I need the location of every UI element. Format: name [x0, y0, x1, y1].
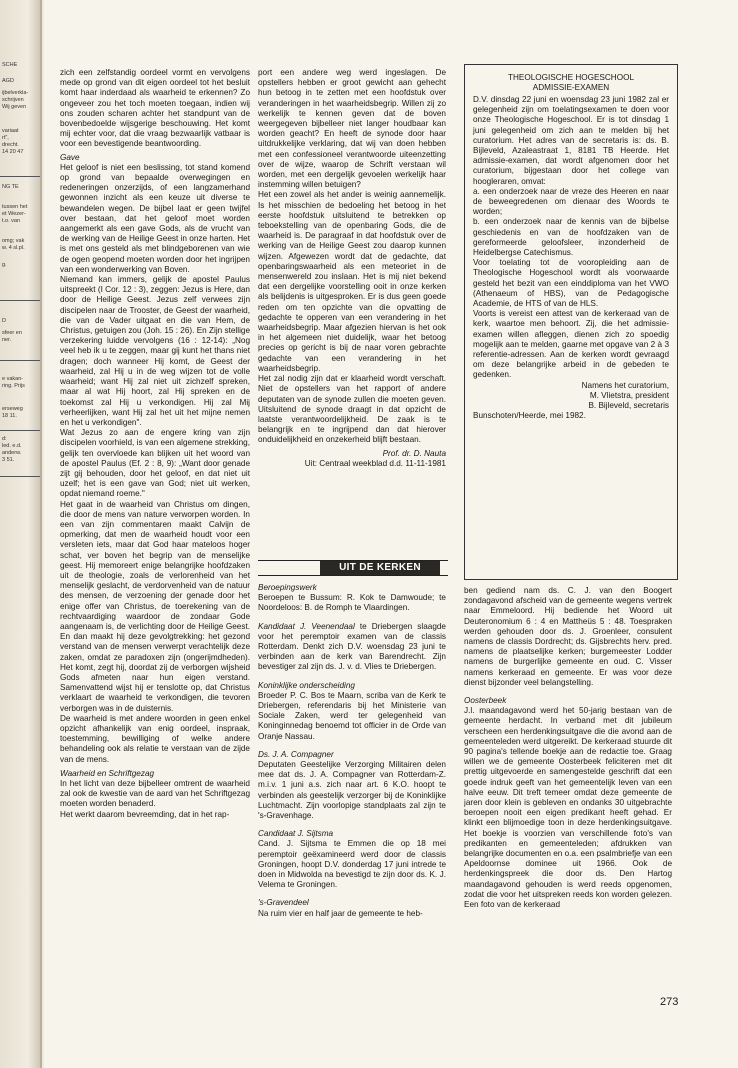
gutter-text: ijbelverkla- schrijven Wij geven	[2, 90, 29, 110]
notice-title: THEOLOGISCHE HOGESCHOOL ADMISSIE-EXAMEN	[507, 73, 635, 92]
gutter-text: sfeer en ner.	[2, 330, 22, 343]
gutter-text: g.	[2, 262, 7, 268]
paragraph: port een andere weg werd ingeslagen. De opstellers hebben er groot gewicht aan gehecht hun betoog in te zetten met een hoofdstuk over veranderingen in het waarheidsbegrip. Willen zij zo werkelijk te kennen geven dat de boven weergegeven bijbelleer niet langer houdbaar kan worden geacht? En heeft de synode door haar uitdrukkelijke verklaring, dat wij van doen hebben met een confessioneel verantwoorde uiteenzetting over de wijze, waarop de Schrift verstaan wil worden, met een dergelijk gevoelen werkelijk haar instemming willen betuigen?	[258, 68, 446, 190]
gutter-text: tussen het et Wezer- t.o. van	[2, 204, 28, 224]
article-source: Uit: Centraal weekblad d.d. 11-11-1981	[304, 458, 446, 468]
gutter-left-page	[0, 0, 42, 1068]
news-text: te Driebergen slaagde voor het peremptoir examen van de classis Rotterdam. Denkt zich D.V. woensdag 23 juni te verbinden aan de kerk van Barendrecht. Zijn bevestiger zal zijn ds. J. v. d. Vlies te Driebergen.	[258, 621, 446, 672]
church-news-column	[258, 580, 446, 980]
paragraph: De waarheid is met andere woorden in geen enkel opzicht afhankelijk van enig oordeel, inspraak, toestemming, bewilliging of welke andere behandeling ook als relatie te verstaan van de zijde van de mens.	[60, 713, 250, 764]
news-heading: Candidaat J. Sijtsma	[258, 829, 334, 839]
gutter-rule	[0, 176, 40, 177]
paragraph: Niemand kan immers, gelijk de apostel Paulus uitspreekt (I Cor. 12 : 3), zeggen: Jezus is Here, dan door de Heilige Geest. Jezus zelf verwees zijn discipelen naar de Trooster, de Geest der waarheid, die van de Vader uitgaat en die van Hem, de Christus, getuigen zou (Joh. 15 : 26). En Zijn stellige verzekering luidde vervolgens (16 : 12-14): „Nog veel heb ik u te zeggen, maar gij kunt het thans niet dragen; doch wanneer Hij komt, de Geest der waarheid, zal Hij u in de weg wijzen tot de volle waarheid; want Hij zal niet uit zichzelf spreken, maar al wat Hij hoort, zal Hij spreken en de toekomst zal Hij u verkondigen. Hij zal Mij verheerlijken, want Hij zal het uit het mijne nemen en het u verkondigen".	[60, 275, 250, 427]
paragraph: In het licht van deze bijbelleer omtrent de waarheid zal ook de kwestie van de aard van het Schriftgezag moeten worden benaderd.	[60, 779, 250, 809]
paragraph: ben gediend nam ds. C. J. van den Boogert zondagavond afscheid van de gemeente wegens vertrek naar Emmeloord. Hij bediende het Woord uit Deuteronomium 6 : 4 en Mattheüs 5 : 48. Toespraken werden gehouden door ds. J. Groenleer, consulent namens de classis Dordrecht; ds. Gijsbrechts herv. pred. namens de plaatselijke kerken; burgemeester Lodder namens de burgerlijke gemeente en oud. C. Visser namens kerkeraad en gemeente. Er was voor deze dienst bijzonder veel belangstelling.	[464, 586, 672, 687]
church-news-column-right	[464, 586, 672, 976]
paragraph: Het werkt daarom bevreemding, dat in het rap-	[60, 809, 230, 819]
news-heading: Kandidaat J. Veenendaal	[258, 621, 355, 631]
news-heading: 's-Gravendeel	[258, 898, 309, 908]
gutter-text: erseweg 18 11.	[2, 406, 23, 419]
subheading-gave: Gave	[60, 152, 80, 162]
article-column-1	[60, 68, 250, 928]
news-text: Beroepen te Bussum: R. Kok te Damwoude; te Noordeloos: B. de Romph te Vlaardingen.	[258, 593, 446, 613]
news-text: Cand. J. Sijtsma te Emmen die op 18 mei peremptoir geëxamineerd werd door de classis Groningen, hoopt D.V. donderdag 17 juni intrede te doen in Midwolda na bevestigd te zijn door ds. K. J. Velema te Groningen.	[258, 839, 446, 890]
paragraph: b. een onderzoek naar de kennis van de bijbelse geschiedenis en van de hoofdzaken van de gereformeerde geloofsleer, inzonderheid de Heidelbergse Catechismus.	[473, 217, 669, 258]
paragraph: Voorts is vereist een attest van de kerkeraad van de kerk, waartoe men behoort. Zij, die het admissie-examen willen afleggen, dienen zich zo spoedig mogelijk aan te melden, gaarne met opgave van 2 à 3 referentie-adressen. Aan de kerken wordt gevraagd om deze belangrijke arbeid in de gebeden te gedenken.	[473, 309, 669, 380]
section-bar	[258, 560, 448, 576]
news-item	[258, 622, 446, 673]
news-text: Na ruim vier en half jaar de gemeente te heb-	[258, 908, 423, 918]
page-number: 273	[660, 996, 679, 1008]
gutter-text: omg; vak w. 4 sl.pl.	[2, 238, 25, 251]
paragraph: Het zal nodig zijn dat er klaarheid wordt verschaft. Niet de opstellers van het rapport of andere deputaten van de synode zullen die moeten geven. Uitsluitend de synode draagt in dat opzicht de laatste verantwoordelijkheid. De zaak is te belangrijk en te ingrijpend dan dat hierover onduidelijkheid en onzekerheid blijft bestaan.	[258, 374, 446, 445]
paragraph: zich een zelfstandig oordeel vormt en vervolgens mede op grond van dit eigen oordeel tot het besluit komt haar inderdaad als waarheid te erkennen? Zo ongeveer zou het toch moeten toegaan, indien wij ons zouden scharen achter het standpunt van de bovenbedoelde wijsgerige beschouwing. Het komt mij echter voor, dat die vraag bezwaarlijk vatbaar is voor een bevestigende beantwoording.	[60, 68, 250, 149]
gutter-text: SCHE	[2, 62, 18, 68]
admission-exam-notice	[464, 64, 678, 580]
paragraph: a. een onderzoek naar de vreze des Heeren en naar de beweegredenen om dienaar des Woords te worden;	[473, 186, 669, 217]
notice-place-date: Bunschoten/Heerde, mei 1982.	[473, 411, 586, 421]
news-text: Deputaten Geestelijke Verzorging Militairen delen mee dat ds. J. A. Compagner van Rotterdam-Z. m.i.v. 1 juni a.s. zich naar art. 6 K.O. hoopt te verbinden als geestelijk verzorger bij de Koninklijke Luchtmacht. Zijn voorlopige standplaats zal zijn te 's-Gravenhage.	[258, 760, 446, 821]
notice-body	[473, 95, 669, 422]
news-text: Broeder P. C. Bos te Maarn, scriba van de Kerk te Driebergen, referendaris bij het Ministerie van Sociale Zaken, werd ter gelegenheid van Koninginnedag benoemd tot officier in de Orde van Oranje Nassau.	[258, 690, 446, 741]
notice-signoff: B. Bijleveld, secretaris	[588, 401, 669, 411]
news-heading: Beroepingswerk	[258, 583, 317, 592]
gutter-rule	[0, 360, 40, 361]
paragraph: J.l. maandagavond werd het 50-jarig bestaan van de gemeente herdacht. In verband met dit jubileum verscheen een herdenkingsuitgave die die avond aan de gemeenteleden werd uitgereikt. De kerkeraad stuurde dit 90 pagina's tellende boekje aan de redactie toe. Graag willen we de gemeente Oosterbeek feliciteren met dit prettig uitgevoerde en samengestelde geschrift dat een goede indruk geeft van het gemeentelijk leven van een halve eeuw. Dit treft temeer omdat deze gemeente de jaren door klein is gebleven en ondanks 30 uitgebrachte beroepen nooit een eigen predikant heeft gehad. Er klinkt een blijmoedige toon in deze herdenkingsuitgave. Het boekje is voorzien van verschillende foto's van predikanten en gemeenteleden; afdrukken van belangrijke documenten en o.a. een psalmbriefje van een Apeldoornse dominee uit 1966. Ook de herdenkingspreek die door ds. Den Hartog maandagavond gehouden is werd reeds opgenomen, zodat die voor het uitspreken reeds kon worden gelezen. Een foto van de kerkeraad	[464, 706, 672, 910]
gutter-text: D	[2, 318, 6, 324]
paragraph: D.V. dinsdag 22 juni en woensdag 23 juni 1982 zal er gelegenheid zijn om toelatingsexamen te doen voor onze Theologische Hogeschool. Er is tot dinsdag 1 juni gelegenheid om zich aan te melden bij het curatorium. Het adres van de secretaris is: ds. B. Bijleveld, Azaleastraat 1, 8181 TB Heerde. Het admissie-examen, dat wordt afgenomen door het curatorium, bijgestaan door het college van hoogleraren, omvat:	[473, 95, 669, 186]
magazine-page	[44, 0, 738, 1068]
news-heading: Oosterbeek	[464, 696, 507, 706]
gutter-text: variaat rt", drecht. 14 20 47	[2, 128, 24, 155]
notice-signoff: M. Vlietstra, president	[589, 390, 669, 400]
subheading-waarheid: Waarheid en Schriftgezag	[60, 768, 155, 778]
paragraph: Voor toelating tot de vooropleiding aan de Theologische Hogeschool wordt als voorwaarde gesteld het bezit van een einddiploma van het VWO (Athenaeum of HBS), van de Pedagogische Academie, de HTS of van de HLS.	[473, 258, 669, 309]
author-signature: Prof. dr. D. Nauta	[382, 448, 446, 458]
gutter-rule	[0, 300, 40, 301]
gutter-text: e vakan- ring. Prijs	[2, 376, 25, 389]
gutter-rule	[0, 430, 40, 431]
gutter-rule	[0, 476, 40, 477]
paragraph: Het gaat in de waarheid van Christus om dingen, die door de mens van nature verworpen worden. In een van zijn commentaren maakt Calvijn de opmerking, dat men de waarheid houdt voor een versleten iets, maar dat God haar mateloos hoger schat, ver boven het begrip van de menselijke geest. Hij memoreert enige belangrijke hoofdzaken uit de theologie, zoals de verlorenheid van het menselijk geslacht, de verdorvenheid van de natuur des mensen, de verzoening der genade door het enige offer van Christus, de toerekening van de rechtvaardiging waardoor de zondaar Gode aangenaam is, de verlichting door de Heilige Geest. En dan maakt hij deze gevolgtrekking: het gezond verstand van de mensen verwerpt verachtelijk deze zaken, omdat ze paradoxen zijn (ongerijmdheden). Het komt, zegt hij, doordat zij de verborgen wijsheid Gods afmeten naar hun eigen verstand. Samenvattend wijst hij er tenslotte op, dat Christus verklaart de waarheid te verkondigen, die tevoren verborgen was in de duisternis.	[60, 499, 250, 713]
gutter-text: d: led. e.d. anderw. 3 51.	[2, 436, 22, 463]
paragraph: Het een zowel als het ander is weinig aannemelijk. Is het misschien de bedoeling het betoog in het eerste hoofdstuk uitsluitend te betrekken op teboekstelling van de openbaring Gods, die de waarheid is. De paragraaf in dat hoofdstuk over de werking van de Heilige Geest zou daarop kunnen wijzen. Afgewezen wordt dat de gedachte, dat openbaringswaarheid als een meteoriet in de mensenwereld zou inslaan. Het is mij niet bekend dat een dergelijke voorstelling ooit in onze kerken als belijdenis is uitgesproken. Er is dus geen goede reden om ten opzichte van die opvatting de gedachte te opperen van een verandering in het waarheidsbegrip. Maar afgezien hiervan is het ook in het algemeen niet duidelijk, waar het betoog precies op gericht is bij de naar voren gebrachte gedachte van een verandering in het waarheidsbegrip.	[258, 190, 446, 373]
news-heading: Ds. J. A. Compagner	[258, 749, 334, 759]
news-heading: Koninklijke onderscheiding	[258, 680, 355, 690]
article-column-2	[258, 68, 446, 616]
gutter-text: NG TE	[2, 184, 19, 190]
section-title: UIT DE KERKEN	[320, 561, 440, 575]
notice-signoff: Namens het curatorium,	[581, 380, 669, 390]
paragraph: Wat Jezus zo aan de engere kring van zijn discipelen voorhield, is van een algemene strekking, gelijk ten overvloede kan blijken uit het woord van de apostel Paulus (Ef. 2 : 8, 9): „Want door genade zijt gij behouden, door het geloof, en dat niet uit uzelf; het is een gave van God; niet uit werken, opdat niemand roeme."	[60, 428, 250, 499]
paragraph: Het geloof is niet een beslissing, tot stand komend op grond van bepaalde overwegingen en redeneringen onzerzijds, of een langzamerhand gewonnen inzicht als een keuze uit diverse te bewandelen wegen. De bijbel laat er geen twijfel over bestaan, dat het geloof moet worden aangemerkt als een gave Gods, als de vrucht van de werking van de Heilige Geest in onze harten. Het is met ons gesteld als met blindgeborenen van wie de ogen geopend moeten worden door het ingrijpen van een wonderwerking van Boven.	[60, 162, 250, 274]
gutter-text: AGD	[2, 78, 14, 84]
